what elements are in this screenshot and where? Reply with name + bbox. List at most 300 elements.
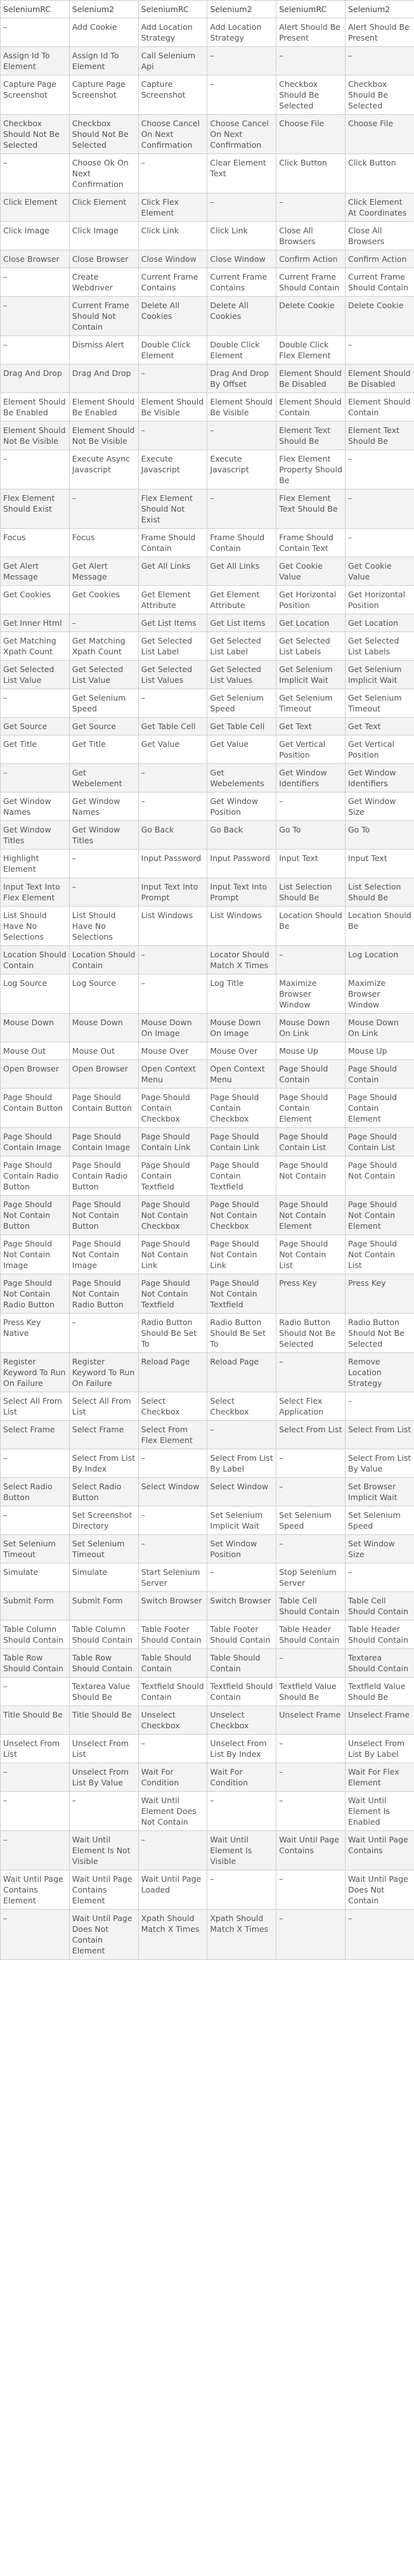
table-cell: – [276, 946, 346, 974]
header-row [1, 1, 414, 18]
table-cell: Get Table Cell [207, 718, 276, 735]
table-cell: Click Image [1, 222, 70, 250]
table-cell: Input Text Into Prompt [207, 878, 276, 907]
table-cell: Page Should Contain Link [207, 1128, 276, 1156]
table-cell: Title Should Be [1, 1706, 70, 1735]
table-cell: – [276, 193, 346, 222]
table-cell: Dismiss Alert [69, 336, 138, 365]
table-cell: Choose Cancel On Next Confirmation [138, 115, 207, 154]
table-cell: Page Should Contain Link [138, 1128, 207, 1156]
table-cell: Select Radio Button [1, 1478, 70, 1506]
table-cell: Log Location [345, 946, 414, 974]
table-cell: Open Context Menu [138, 1060, 207, 1089]
table-cell: Unselect Checkbox [138, 1706, 207, 1735]
table-cell: Location Should Contain [1, 946, 70, 974]
table-cell: Select From List By Label [207, 1449, 276, 1478]
table-row [1, 946, 414, 974]
table-cell: Element Text Should Be [276, 422, 346, 450]
table-cell: Page Should Not Contain Radio Button [69, 1274, 138, 1314]
table-row [1, 614, 414, 632]
table-cell: Select Flex Application [276, 1392, 346, 1421]
table-cell: Press Key Native [1, 1314, 70, 1353]
table-cell: Select All From List [69, 1392, 138, 1421]
column-header: SeleniumRC [138, 1, 207, 18]
table-cell: Get Webelement [69, 764, 138, 793]
table-cell: Get Cookies [1, 586, 70, 614]
table-cell: Mouse Down On Image [138, 1014, 207, 1042]
table-cell: – [345, 1563, 414, 1592]
table-cell: Table Footer Should Contain [207, 1621, 276, 1649]
table-cell: Mouse Up [345, 1042, 414, 1060]
table-cell: Page Should Contain [276, 1060, 346, 1089]
table-cell: Get List Items [207, 614, 276, 632]
table-cell: – [138, 422, 207, 450]
table-cell: Page Should Contain Checkbox [138, 1089, 207, 1128]
table-cell: Element Should Not Be Visible [1, 422, 70, 450]
table-cell: Wait Until Element Is Visible [207, 1831, 276, 1870]
table-cell: Radio Button Should Not Be Selected [276, 1314, 346, 1353]
table-row [1, 75, 414, 115]
table-cell: – [207, 1563, 276, 1592]
table-cell: Get Table Cell [138, 718, 207, 735]
table-cell: Flex Element Property Should Be [276, 450, 346, 489]
table-cell: – [345, 489, 414, 529]
table-cell: Unselect Checkbox [207, 1706, 276, 1735]
table-cell: Page Should Contain Checkbox [207, 1089, 276, 1128]
table-cell: Textfield Value Should Be [345, 1678, 414, 1706]
table-cell: Click Link [207, 222, 276, 250]
table-cell: Table Header Should Contain [276, 1621, 346, 1649]
table-cell: Click Button [276, 154, 346, 193]
table-cell: Get Value [207, 735, 276, 764]
table-cell: – [138, 1449, 207, 1478]
table-cell: Drag And Drop [69, 365, 138, 393]
table-cell: Location Should Be [276, 907, 346, 946]
table-cell: Table Should Contain [207, 1649, 276, 1678]
table-cell: Go Back [138, 821, 207, 850]
table-cell: Page Should Contain Button [1, 1089, 70, 1128]
table-row [1, 764, 414, 793]
table-cell: – [276, 47, 346, 75]
table-cell: Wait Until Page Contains Element [1, 1870, 70, 1910]
table-cell: Input Password [207, 850, 276, 878]
table-cell: – [207, 75, 276, 115]
table-cell: Mouse Down On Link [345, 1014, 414, 1042]
table-cell: Current Frame Should Contain [345, 268, 414, 297]
table-cell: Click Element At Coordinates [345, 193, 414, 222]
table-cell: Remove Location Strategy [345, 1353, 414, 1392]
table-cell: – [69, 1314, 138, 1353]
table-cell: Set Window Position [207, 1535, 276, 1563]
table-cell: Frame Should Contain [207, 529, 276, 557]
table-cell: Get Text [345, 718, 414, 735]
table-cell: Page Should Not Contain List [345, 1235, 414, 1274]
table-cell: Press Key [345, 1274, 414, 1314]
table-row [1, 974, 414, 1014]
table-row [1, 1392, 414, 1421]
table-cell: Page Should Contain Image [1, 1128, 70, 1156]
table-body [1, 18, 414, 1960]
table-cell: – [1, 689, 70, 718]
table-cell: Page Should Not Contain Radio Button [1, 1274, 70, 1314]
table-cell: Capture Page Screenshot [69, 75, 138, 115]
table-cell: Get List Items [138, 614, 207, 632]
table-cell: Register Keyword To Run On Failure [1, 1353, 70, 1392]
table-cell: Page Should Contain Textfield [138, 1156, 207, 1196]
table-cell: – [138, 764, 207, 793]
table-cell: Wait Until Page Contains [345, 1831, 414, 1870]
table-cell: Page Should Not Contain Image [1, 1235, 70, 1274]
column-header: Selenium2 [345, 1, 414, 18]
table-cell: Select Frame [1, 1421, 70, 1449]
table-cell: – [207, 1421, 276, 1449]
table-cell: Wait Until Element Is Not Visible [69, 1831, 138, 1870]
table-cell: Mouse Over [207, 1042, 276, 1060]
table-cell: – [138, 689, 207, 718]
table-cell: Get Selected List Label [207, 632, 276, 661]
table-cell: Start Selenium Server [138, 1563, 207, 1592]
column-header: Selenium2 [69, 1, 138, 18]
table-cell: Focus [1, 529, 70, 557]
table-cell: Get Source [69, 718, 138, 735]
table-cell: – [276, 1763, 346, 1792]
table-row [1, 1042, 414, 1060]
table-cell: Click Button [345, 154, 414, 193]
table-cell: Checkbox Should Not Be Selected [1, 115, 70, 154]
table-row [1, 250, 414, 268]
table-cell: Textfield Value Should Be [276, 1678, 346, 1706]
table-row [1, 393, 414, 422]
table-cell: – [1, 1506, 70, 1535]
table-cell: Mouse Down [1, 1014, 70, 1042]
table-cell: Select Checkbox [207, 1392, 276, 1421]
table-cell: Get Vertical Position [276, 735, 346, 764]
table-cell: Input Text Into Flex Element [1, 878, 70, 907]
table-cell: Get Title [1, 735, 70, 764]
table-cell: Wait For Flex Element [345, 1763, 414, 1792]
table-cell: Click Link [138, 222, 207, 250]
table-cell: Unselect Frame [345, 1706, 414, 1735]
table-cell: Set Browser Implicit Wait [345, 1478, 414, 1506]
table-row [1, 1449, 414, 1478]
table-cell: Page Should Contain Image [69, 1128, 138, 1156]
table-cell: Maximize Browser Window [345, 974, 414, 1014]
table-row [1, 689, 414, 718]
table-row [1, 1735, 414, 1763]
table-row [1, 1235, 414, 1274]
table-cell: Page Should Not Contain Link [138, 1235, 207, 1274]
table-cell: Double Click Element [138, 336, 207, 365]
table-cell: Click Flex Element [138, 193, 207, 222]
table-cell: Input Text [276, 850, 346, 878]
table-cell: Element Should Be Visible [138, 393, 207, 422]
table-cell: Page Should Not Contain Checkbox [138, 1196, 207, 1235]
table-cell: Select From List By Index [69, 1449, 138, 1478]
table-row [1, 821, 414, 850]
table-row [1, 47, 414, 75]
table-cell: Wait Until Page Does Not Contain Element [69, 1910, 138, 1960]
table-row [1, 1831, 414, 1870]
table-cell: – [276, 1910, 346, 1960]
table-cell: Element Should Contain [276, 393, 346, 422]
table-cell: Simulate [69, 1563, 138, 1592]
table-cell: Flex Element Should Exist [1, 489, 70, 529]
table-cell: – [207, 489, 276, 529]
table-cell: Wait For Condition [207, 1763, 276, 1792]
table-cell: Get Alert Message [69, 557, 138, 586]
table-cell: Wait Until Page Contains [276, 1831, 346, 1870]
table-cell: – [276, 1449, 346, 1478]
table-cell: Element Should Contain [345, 393, 414, 422]
table-cell: Drag And Drop [1, 365, 70, 393]
table-cell: Page Should Not Contain Checkbox [207, 1196, 276, 1235]
table-row [1, 661, 414, 689]
table-row [1, 489, 414, 529]
table-cell: – [276, 1535, 346, 1563]
table-cell: Current Frame Should Contain [276, 268, 346, 297]
table-cell: Set Selenium Speed [276, 1506, 346, 1535]
table-cell: Get Selenium Speed [207, 689, 276, 718]
table-cell: – [1, 18, 70, 47]
table-cell: Element Text Should Be [345, 422, 414, 450]
table-cell: Unselect Frame [276, 1706, 346, 1735]
table-cell: – [207, 1870, 276, 1910]
table-cell: Confirm Action [345, 250, 414, 268]
table-cell: – [345, 336, 414, 365]
table-cell: Submit Form [1, 1592, 70, 1621]
table-cell: Focus [69, 529, 138, 557]
table-cell: Capture Screenshot [138, 75, 207, 115]
table-cell: Unselect From List By Index [207, 1735, 276, 1763]
table-row [1, 1792, 414, 1831]
table-cell: Select From Flex Element [138, 1421, 207, 1449]
table-cell: Clear Element Text [207, 154, 276, 193]
table-row [1, 632, 414, 661]
table-cell: Get Text [276, 718, 346, 735]
table-cell: Set Selenium Speed [345, 1506, 414, 1535]
table-row [1, 154, 414, 193]
table-cell: Page Should Contain List [276, 1128, 346, 1156]
table-cell: Select Checkbox [138, 1392, 207, 1421]
table-cell: Submit Form [69, 1592, 138, 1621]
table-cell: – [1, 764, 70, 793]
table-cell: Open Context Menu [207, 1060, 276, 1089]
table-cell: Press Key [276, 1274, 346, 1314]
table-cell: Mouse Out [69, 1042, 138, 1060]
table-cell: Select Frame [69, 1421, 138, 1449]
table-cell: – [1, 1792, 70, 1831]
table-cell: Get Selected List Value [69, 661, 138, 689]
table-cell: Mouse Down [69, 1014, 138, 1042]
table-cell: Input Password [138, 850, 207, 878]
table-row [1, 850, 414, 878]
table-cell: Add Location Strategy [207, 18, 276, 47]
table-cell: – [345, 450, 414, 489]
table-cell: – [138, 793, 207, 821]
table-cell: Maximize Browser Window [276, 974, 346, 1014]
table-row [1, 297, 414, 336]
table-cell: Frame Should Contain Text [276, 529, 346, 557]
table-cell: Add Cookie [69, 18, 138, 47]
table-cell: Stop Selenium Server [276, 1563, 346, 1592]
table-row [1, 1089, 414, 1128]
table-cell: Page Should Not Contain Link [207, 1235, 276, 1274]
table-cell: – [69, 1792, 138, 1831]
table-row [1, 586, 414, 614]
table-row [1, 1274, 414, 1314]
table-cell: Assign Id To Element [1, 47, 70, 75]
table-cell: – [1, 268, 70, 297]
table-row [1, 365, 414, 393]
table-cell: Textarea Should Contain [345, 1649, 414, 1678]
table-cell: Get Inner Html [1, 614, 70, 632]
table-row [1, 1870, 414, 1910]
table-cell: Click Image [69, 222, 138, 250]
table-row [1, 1563, 414, 1592]
table-cell: Textarea Value Should Be [69, 1678, 138, 1706]
table-cell: Get Element Attribute [138, 586, 207, 614]
table-cell: – [276, 1870, 346, 1910]
table-row [1, 1535, 414, 1563]
table-row [1, 557, 414, 586]
table-cell: Close All Browsers [276, 222, 346, 250]
table-cell: Get Window Names [1, 793, 70, 821]
table-cell: Get Window Titles [69, 821, 138, 850]
table-cell: Execute Javascript [207, 450, 276, 489]
table-cell: Page Should Contain Textfield [207, 1156, 276, 1196]
table-cell: Wait Until Page Does Not Contain [345, 1870, 414, 1910]
table-cell: Close Window [207, 250, 276, 268]
table-cell: Get Webelements [207, 764, 276, 793]
table-cell: – [1, 1763, 70, 1792]
table-cell: Textfield Should Contain [138, 1678, 207, 1706]
table-cell: Get Selenium Speed [69, 689, 138, 718]
table-cell: Page Should Contain Radio Button [69, 1156, 138, 1196]
table-cell: Xpath Should Match X Times [138, 1910, 207, 1960]
table-cell: Double Click Element [207, 336, 276, 365]
table-cell: – [138, 946, 207, 974]
table-row [1, 1156, 414, 1196]
table-cell: Element Should Be Disabled [276, 365, 346, 393]
table-cell: – [1, 1678, 70, 1706]
table-cell: Table Cell Should Contain [276, 1592, 346, 1621]
table-cell: – [345, 1392, 414, 1421]
table-cell: – [1, 1831, 70, 1870]
table-row [1, 718, 414, 735]
table-cell: Close Window [138, 250, 207, 268]
table-row [1, 793, 414, 821]
table-cell: Simulate [1, 1563, 70, 1592]
table-cell: Radio Button Should Be Set To [207, 1314, 276, 1353]
table-row [1, 1196, 414, 1235]
table-row [1, 1060, 414, 1089]
table-cell: Checkbox Should Be Selected [345, 75, 414, 115]
table-cell: Get Location [345, 614, 414, 632]
table-cell: Get Source [1, 718, 70, 735]
table-cell: Call Selenium Api [138, 47, 207, 75]
table-cell: Input Text [345, 850, 414, 878]
table-cell: Input Text Into Prompt [138, 878, 207, 907]
table-cell: Page Should Not Contain List [276, 1235, 346, 1274]
table-cell: Go Back [207, 821, 276, 850]
table-cell: Get Title [69, 735, 138, 764]
column-header: SeleniumRC [1, 1, 70, 18]
table-cell: Radio Button Should Not Be Selected [345, 1314, 414, 1353]
table-cell: – [345, 1910, 414, 1960]
table-cell: Get Selenium Implicit Wait [345, 661, 414, 689]
table-cell: Alert Should Be Present [345, 18, 414, 47]
table-cell: Wait Until Page Loaded [138, 1870, 207, 1910]
table-cell: Get Location [276, 614, 346, 632]
table-cell: Wait Until Element Does Not Contain [138, 1792, 207, 1831]
table-cell: List Selection Should Be [345, 878, 414, 907]
table-row [1, 1678, 414, 1706]
table-cell: – [1, 336, 70, 365]
table-cell: Location Should Be [345, 907, 414, 946]
table-cell: – [207, 193, 276, 222]
table-cell: Table Row Should Contain [1, 1649, 70, 1678]
table-cell: Select All From List [1, 1392, 70, 1421]
table-cell: Element Should Be Disabled [345, 365, 414, 393]
table-cell: List Selection Should Be [276, 878, 346, 907]
table-cell: Page Should Not Contain Button [69, 1196, 138, 1235]
table-cell: Get Horizontal Position [276, 586, 346, 614]
table-cell: Get All Links [207, 557, 276, 586]
table-cell: Drag And Drop By Offset [207, 365, 276, 393]
table-cell: Unselect From List [1, 1735, 70, 1763]
table-cell: – [69, 614, 138, 632]
table-cell: Log Source [1, 974, 70, 1014]
table-row [1, 1014, 414, 1042]
table-cell: Wait Until Element Is Enabled [345, 1792, 414, 1831]
table-cell: – [276, 793, 346, 821]
table-row [1, 735, 414, 764]
table-cell: Get Value [138, 735, 207, 764]
table-cell: Get Element Attribute [207, 586, 276, 614]
table-cell: Get Selected List Labels [345, 632, 414, 661]
table-cell: – [1, 154, 70, 193]
table-cell: Page Should Contain Element [276, 1089, 346, 1128]
table-cell: Element Should Not Be Visible [69, 422, 138, 450]
table-cell: Frame Should Contain [138, 529, 207, 557]
table-cell: Page Should Not Contain Element [276, 1196, 346, 1235]
table-cell: Select From List [276, 1421, 346, 1449]
table-cell: Delete Cookie [345, 297, 414, 336]
table-row [1, 1592, 414, 1621]
table-cell: Select From List By Value [345, 1449, 414, 1478]
table-cell: Wait Until Page Contains Element [69, 1870, 138, 1910]
table-cell: Delete All Cookies [138, 297, 207, 336]
table-cell: Element Should Be Enabled [1, 393, 70, 422]
table-cell: Table Row Should Contain [69, 1649, 138, 1678]
table-row [1, 18, 414, 47]
table-cell: – [276, 1735, 346, 1763]
table-cell: Delete Cookie [276, 297, 346, 336]
table-cell: Set Selenium Timeout [1, 1535, 70, 1563]
table-cell: Get Matching Xpath Count [1, 632, 70, 661]
table-cell: Mouse Up [276, 1042, 346, 1060]
table-cell: Page Should Not Contain Element [345, 1196, 414, 1235]
table-cell: Unselect From List [69, 1735, 138, 1763]
table-cell: Get Cookie Value [345, 557, 414, 586]
table-cell: Select Window [207, 1478, 276, 1506]
table-cell: Get Window Names [69, 793, 138, 821]
table-cell: Table Column Should Contain [1, 1621, 70, 1649]
table-cell: Table Should Contain [138, 1649, 207, 1678]
table-cell: Get Matching Xpath Count [69, 632, 138, 661]
table-cell: Get Selenium Timeout [345, 689, 414, 718]
table-cell: Set Selenium Timeout [69, 1535, 138, 1563]
